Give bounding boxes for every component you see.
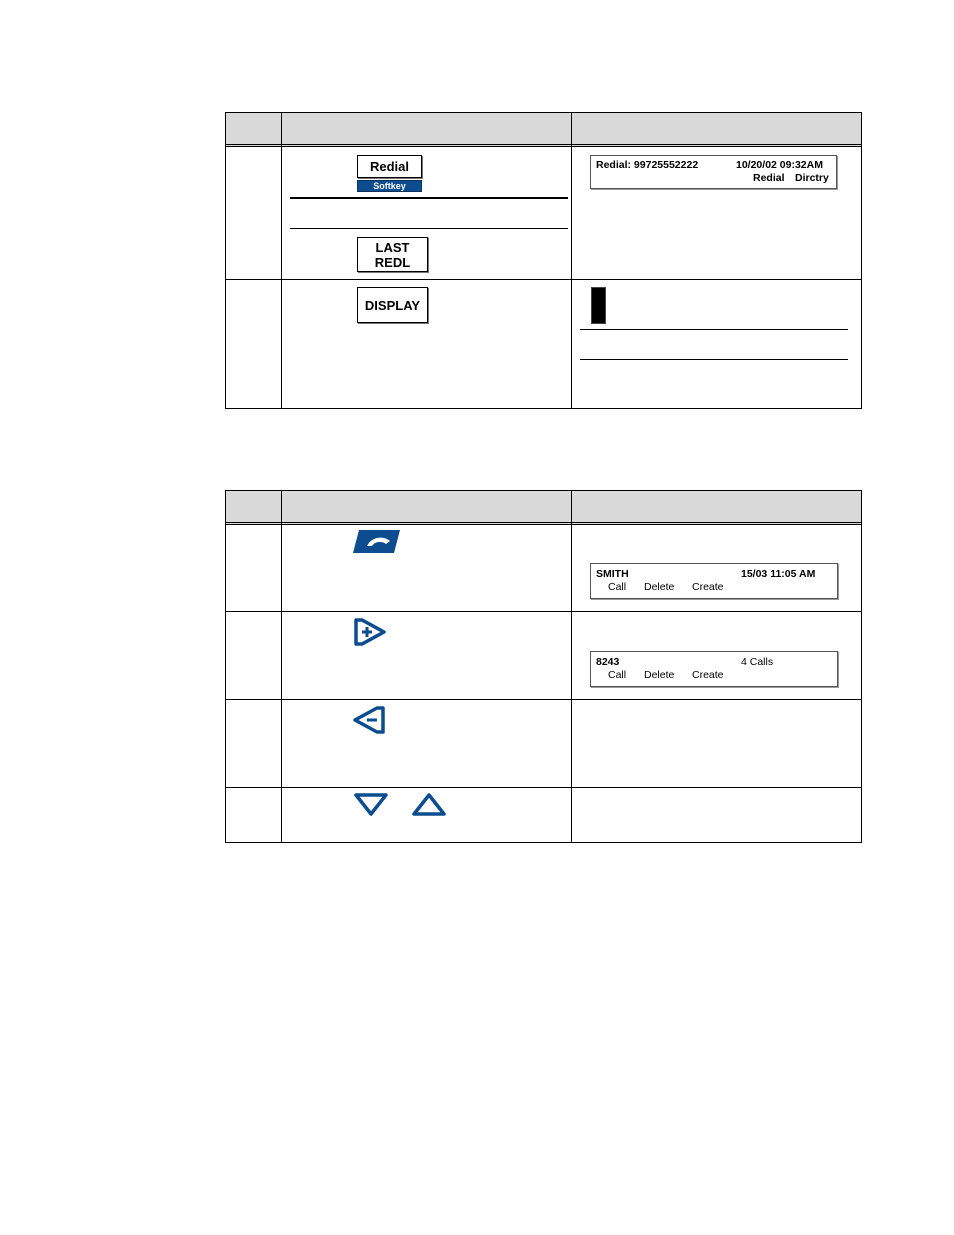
display-line1-left: 8243 — [596, 656, 620, 668]
last-redl-line2: REDL — [374, 254, 411, 270]
display-softkey-directory: Dirctry — [795, 172, 829, 184]
column-divider — [281, 491, 282, 842]
row-divider — [226, 611, 861, 612]
display-line1-left: Redial: 99725552222 — [596, 159, 699, 171]
plus-arrow-icon[interactable] — [354, 618, 388, 646]
redial-label: Redial — [369, 159, 409, 174]
table-header — [226, 491, 861, 525]
last-redial-button[interactable] — [357, 237, 428, 272]
call-log-display-8243 — [590, 651, 838, 687]
separator-line — [290, 197, 568, 199]
minus-arrow-icon[interactable] — [353, 706, 387, 734]
row-divider — [226, 787, 861, 788]
display-softkey-call: Call — [608, 669, 627, 681]
up-arrow-icon[interactable] — [412, 793, 446, 817]
display-line1-right: 15/03 11:05 AM — [741, 568, 816, 580]
display-softkey-create: Create — [692, 581, 724, 593]
row-divider — [226, 279, 861, 280]
display-button[interactable] — [357, 287, 428, 323]
display-softkey-call: Call — [608, 581, 627, 593]
last-redl-line1: LAST — [375, 239, 410, 255]
display-line1-left: SMITH — [596, 568, 629, 580]
phone-handset-icon[interactable] — [353, 530, 401, 554]
table-header — [226, 113, 861, 147]
row-divider — [226, 699, 861, 700]
column-divider — [571, 113, 572, 408]
separator-line — [580, 329, 848, 330]
display-line1-right: 4 Calls — [741, 656, 774, 668]
redial-display — [590, 155, 837, 189]
down-arrow-icon[interactable] — [354, 793, 388, 817]
display-line1-right: 10/20/02 09:32AM — [736, 159, 823, 171]
display-softkey-create: Create — [692, 669, 724, 681]
display-softkey-delete: Delete — [644, 669, 675, 681]
display-softkey-delete: Delete — [644, 581, 675, 593]
display-softkey-redial: Redial — [753, 172, 785, 184]
separator-line — [580, 359, 848, 360]
call-log-display-smith — [590, 563, 838, 599]
redial-softkey-button[interactable] — [357, 155, 422, 178]
display-key-label: DISPLAY — [364, 297, 421, 313]
separator-line — [290, 228, 568, 229]
column-divider — [281, 113, 282, 408]
cursor-block — [591, 287, 606, 324]
column-divider — [571, 491, 572, 842]
softkey-tag: Softkey — [357, 180, 422, 192]
